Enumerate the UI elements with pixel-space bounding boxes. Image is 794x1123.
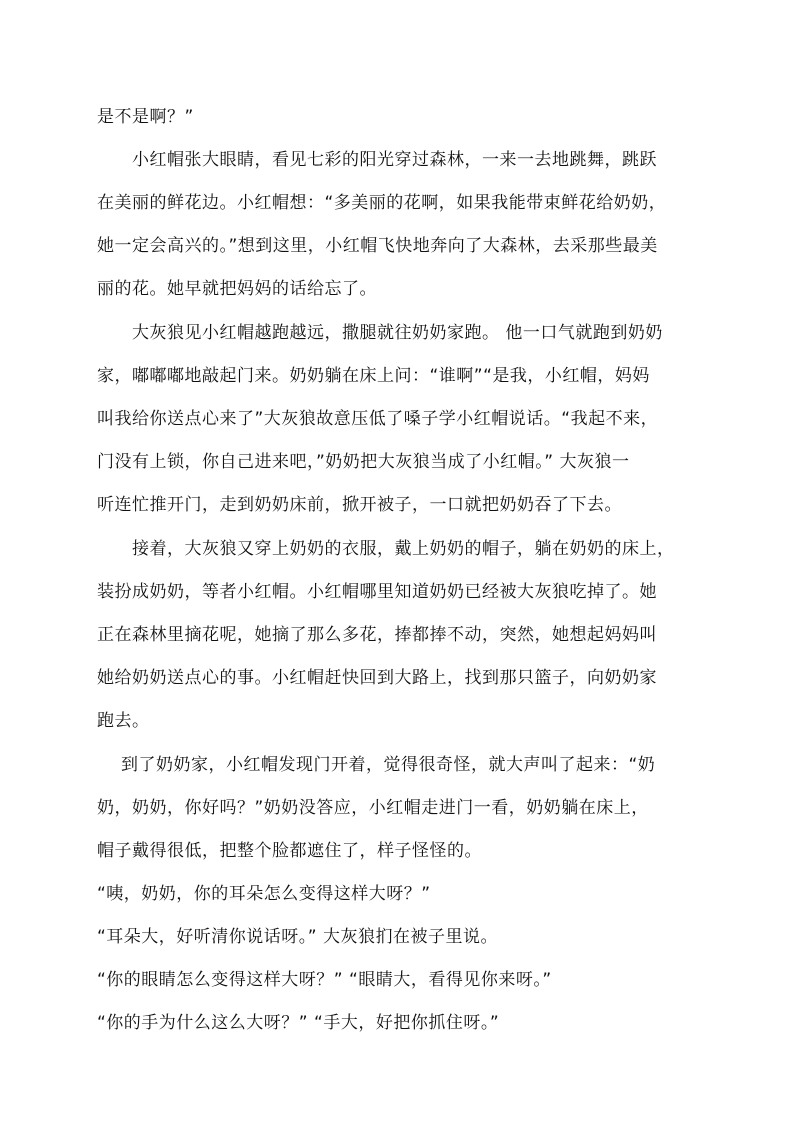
dialogue-line-1: “咦，奶奶，你的耳朵怎么变得这样大呀？” bbox=[97, 884, 431, 904]
text-line-16: 到了奶奶家，小红帽发现门开着，觉得很奇怪，就大声叫了起来：“奶 bbox=[121, 755, 656, 775]
text-line-2: 小红帽张大眼睛，看见七彩的阳光穿过森林，一来一去地跳舞，跳跃 bbox=[132, 150, 657, 170]
text-line-17: 奶，奶奶，你好吗？”奶奶没答应，小红帽走进门一看，奶奶躺在床上， bbox=[97, 798, 649, 818]
text-line-4: 她一定会高兴的。”想到这里，小红帽飞快地奔向了大森林，去采那些最美 bbox=[97, 236, 658, 256]
text-line-15: 跑去。 bbox=[97, 711, 150, 731]
text-line-1: 是不是啊？” bbox=[97, 107, 194, 127]
dialogue-line-3: “你的眼睛怎么变得这样大呀？” “眼睛大，看得见你来呀。” bbox=[97, 970, 552, 990]
text-line-13: 正在森林里摘花呢，她摘了那么多花，捧都捧不动，突然，她想起妈妈叫 bbox=[97, 625, 657, 645]
text-line-14: 她给奶奶送点心的事。小红帽赶快回到大路上，找到那只篮子，向奶奶家 bbox=[97, 668, 657, 688]
text-line-3: 在美丽的鲜花边。小红帽想：“多美丽的花啊，如果我能带束鲜花给奶奶， bbox=[97, 193, 667, 213]
text-line-10: 听连忙推开门，走到奶奶床前，掀开被子，一口就把奶奶吞了下去。 bbox=[97, 495, 622, 515]
text-line-9: 门没有上锁，你自己进来吧，”奶奶把大灰狼当成了小红帽。” 大灰狼一 bbox=[97, 452, 630, 472]
dialogue-line-2: “耳朵大，好听清你说话呀。” 大灰狼扪在被子里说。 bbox=[97, 927, 499, 947]
text-line-7: 家，嘟嘟嘟地敲起门来。奶奶躺在床上问：“谁啊”“是我，小红帽，妈妈 bbox=[97, 366, 650, 386]
text-line-6: 大灰狼见小红帽越跑越远，撒腿就往奶奶家跑。 他一口气就跑到奶奶 bbox=[132, 323, 663, 343]
text-line-18: 帽子戴得很低，把整个脸都遮住了，样子怪怪的。 bbox=[97, 841, 482, 861]
dialogue-line-4: “你的手为什么这么大呀？” “手大，好把你抓住呀。” bbox=[97, 1013, 500, 1033]
text-line-12: 装扮成奶奶，等者小红帽。小红帽哪里知道奶奶已经被大灰狼吃掉了。她 bbox=[97, 582, 657, 602]
text-line-8: 叫我给你送点心来了”大灰狼故意压低了嗓子学小红帽说话。“我起不来， bbox=[97, 409, 659, 429]
text-line-11: 接着，大灰狼又穿上奶奶的衣服，戴上奶奶的帽子，躺在奶奶的床上， bbox=[132, 539, 675, 559]
text-line-5: 丽的花。她早就把妈妈的话给忘了。 bbox=[97, 279, 377, 299]
